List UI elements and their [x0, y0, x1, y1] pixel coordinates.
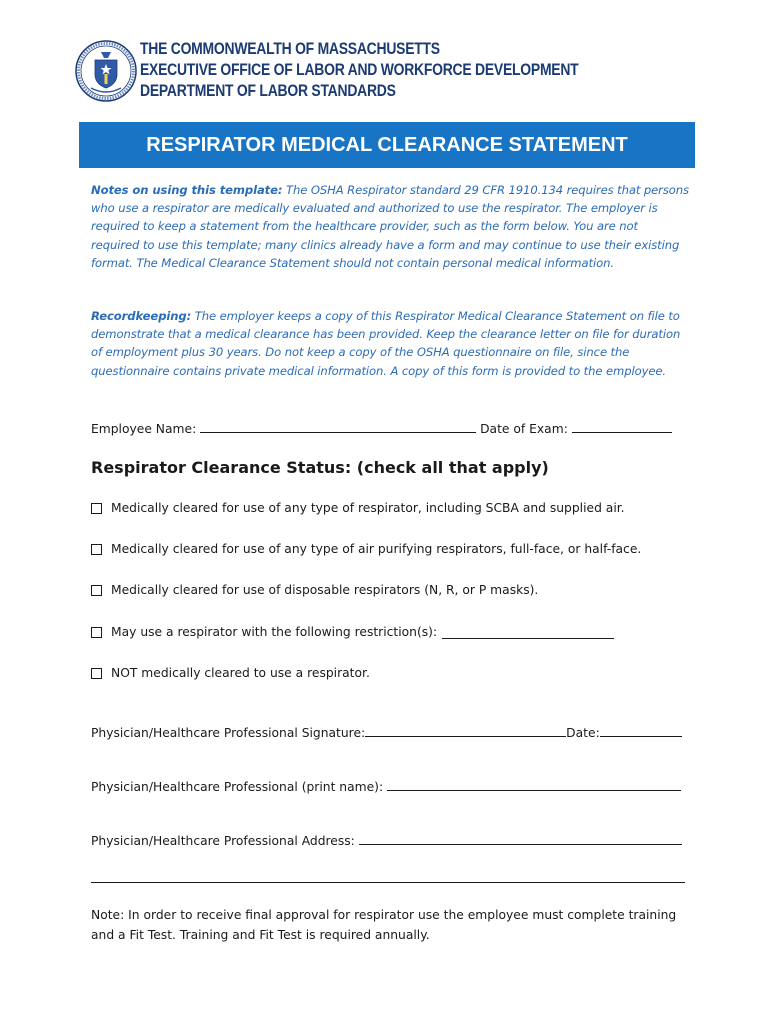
agency-header [140, 38, 675, 101]
checkbox-icon[interactable] [91, 503, 102, 514]
massachusetts-seal-logo [75, 40, 137, 102]
signature-field[interactable] [365, 724, 566, 737]
recordkeeping-label: Recordkeeping: [91, 309, 192, 323]
footnote: Note: In order to receive final approval for respirator use the employee must complete training and a Fit Test. Training and Fit Test is required annually. [91, 908, 677, 942]
option-restrictions[interactable] [91, 625, 614, 639]
option-label: Medically cleared for use of any type of air purifying respirators, full-face, or half-face. [111, 542, 642, 556]
option-disposable[interactable] [91, 583, 538, 597]
address-label: Physician/Healthcare Professional Address: [91, 834, 355, 848]
template-notes-text: The OSHA Respirator standard 29 CFR 1910.134 requires that persons who use a respirator are medically evaluated and authorized to use the respirator. The employer is required to keep a statement from the healthcare provider, such as the form below. You are not required to use this template; many clinics already have a form and may continue to use their existing format. The Medical Clearance Statement should not contain personal medical information. [91, 183, 689, 270]
signature-label: Physician/Healthcare Professional Signature: [91, 726, 366, 740]
date-of-exam-label: Date of Exam: [480, 422, 568, 436]
template-notes-label: Notes on using this template: [91, 183, 283, 197]
employee-name-field[interactable] [200, 420, 476, 433]
employee-info-row [91, 420, 672, 436]
print-name-field[interactable] [387, 778, 681, 791]
document-title: RESPIRATOR MEDICAL CLEARANCE STATEMENT [146, 134, 628, 156]
recordkeeping-text: The employer keeps a copy of this Respirator Medical Clearance Statement on file to demonstrate that a medical clearance has been provided. Keep the clearance letter on file for duration of employment plus 30 years. Do not keep a copy of the OSHA questionnaire on file, since the questionnaire contains private medical information. A copy of this form is provided to the employee. [91, 309, 681, 378]
option-not-cleared[interactable] [91, 666, 370, 680]
restrictions-field[interactable] [442, 626, 614, 639]
clearance-status-heading: Respirator Clearance Status: (check all that apply) [91, 458, 549, 477]
address-row [91, 832, 682, 848]
header-line-commonwealth: THE COMMONWEALTH OF MASSACHUSETTS [140, 39, 440, 58]
checkbox-icon[interactable] [91, 544, 102, 555]
date-of-exam-field[interactable] [572, 420, 672, 433]
employee-name-label: Employee Name: [91, 422, 197, 436]
checkbox-icon[interactable] [91, 668, 102, 679]
option-label: NOT medically cleared to use a respirator. [111, 666, 370, 680]
signature-date-label: Date: [566, 726, 600, 740]
header-line-dls: DEPARTMENT OF LABOR STANDARDS [140, 81, 396, 100]
print-name-label: Physician/Healthcare Professional (print name): [91, 780, 384, 794]
option-label: May use a respirator with the following restriction(s): [111, 625, 438, 639]
print-name-row [91, 778, 681, 794]
header-line-eolwd: EXECUTIVE OFFICE OF LABOR AND WORKFORCE DEVELOPMENT [140, 60, 579, 79]
option-any-respirator[interactable] [91, 501, 625, 515]
document-title-banner [79, 122, 695, 168]
address-field[interactable] [359, 832, 682, 845]
option-label: Medically cleared for use of disposable respirators (N, R, or P masks). [111, 583, 539, 597]
option-label: Medically cleared for use of any type of respirator, including SCBA and supplied air. [111, 501, 625, 515]
checkbox-icon[interactable] [91, 627, 102, 638]
template-notes [91, 181, 689, 272]
signature-date-field[interactable] [600, 724, 682, 737]
checkbox-icon[interactable] [91, 585, 102, 596]
option-air-purifying[interactable] [91, 542, 641, 556]
signature-row [91, 724, 682, 740]
address-continuation-field[interactable] [91, 882, 685, 883]
recordkeeping-notes [91, 307, 689, 380]
